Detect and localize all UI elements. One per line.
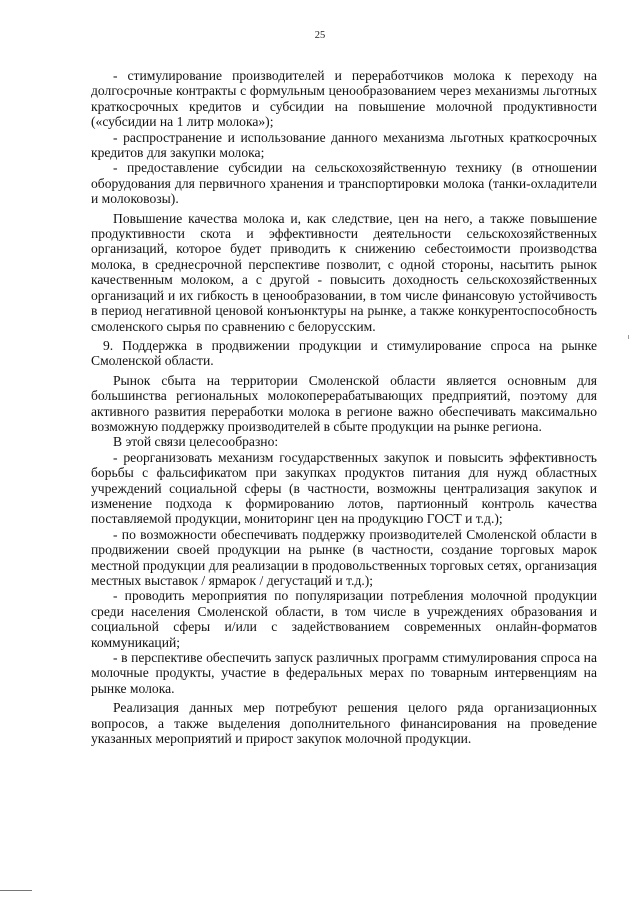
paragraph-bullet-demand-programs: - в перспективе обеспечить запуск различных программ стимулирования спроса на молочные продукты, участие в федеральных мерах по товарным интервенциям на рынке молока. (91, 650, 597, 696)
paragraph-bullet-procurement: - реорганизовать механизм государственных закупок и повысить эффективность борьбы с фальсификатом при закупках продуктов питания для нужд областных учреждений социальной сферы (в частности, возможны централизация закупок и изменение подхода к формированию лотов, партионный контроль качества поставляемой продукции, мониторинг цен на продукцию ГОСТ и т.д.); (91, 449, 597, 527)
section-heading-9: 9. Поддержка в продвижении продукции и стимулирование спроса на рынке Смоленской области. (91, 337, 597, 369)
paragraph-sales-market: Рынок сбыта на территории Смоленской области является основным для большинства региональных молокоперерабатывающих предприятий, поэтому для активного развития переработки молока в регионе важно обеспечивать максимально возможную поддержку производителей в сбыте продукции на рынке региона. (91, 372, 597, 434)
footer-rule (0, 890, 32, 891)
paragraph-bullet-contracts: - стимулирование производителей и переработчиков молока к переходу на долгосрочные контракты с формульным ценообразованием через механизмы льготных краткосрочных кредитов и субсидии на повышение молочной продуктивности («субсидии на 1 литр молока»); (91, 68, 597, 130)
paragraph-bullet-producer-support: - по возможности обеспечивать поддержку производителей Смоленской области в продвижении своей продукции на рынке (в частности, создание торговых марок местной продукции для реализации в продовольственных торговых сетях, организация местных выставок / ярмарок / дегустаций и т.д.); (91, 526, 597, 588)
document-body (91, 68, 597, 746)
paragraph-recommendations-intro: В этой связи целесообразно: (113, 434, 279, 450)
paragraph-quality-improvement: Повышение качества молока и, как следствие, цен на него, а также повышение продуктивности скота и эффективности деятельности сельскохозяйственных организаций, которое будет приводить к снижению себестоимости производства молока, в среднесрочной перспективе позволит, с одной стороны, насытить рынок качественным молоком, а с другой - повысить доходность сельскохозяйственных организаций и их гибкость в ценообразовании, в том числе финансовую устойчивость в период негативной ценовой конъюнктуры на рынке, а также конкурентоспособность смоленского сырья по сравнению с белорусским. (91, 210, 597, 334)
scan-artifact-mark (628, 335, 629, 339)
paragraph-bullet-machinery-subsidy: - предоставление субсидии на сельскохозяйственную технику (в отношении оборудования для первичного хранения и транспортировки молока (танки-охладители и молоковозы). (91, 160, 597, 207)
paragraph-conclusion: Реализация данных мер потребуют решения целого ряда организационных вопросов, а также выделения дополнительного финансирования на проведение указанных мероприятий и прирост закупок молочной продукции. (91, 700, 597, 747)
paragraph-bullet-popularization: - проводить мероприятия по популяризации потребления молочной продукции среди населения Смоленской области, в том числе в учреждениях образования и социальной сферы и/или с задействованием современных онлайн-форматов коммуникаций; (91, 588, 597, 650)
page-number: 25 (314, 30, 326, 41)
paragraph-bullet-credit-mechanism: - распространение и использование данного механизма льготных краткосрочных кредитов для закупки молока; (91, 129, 597, 161)
